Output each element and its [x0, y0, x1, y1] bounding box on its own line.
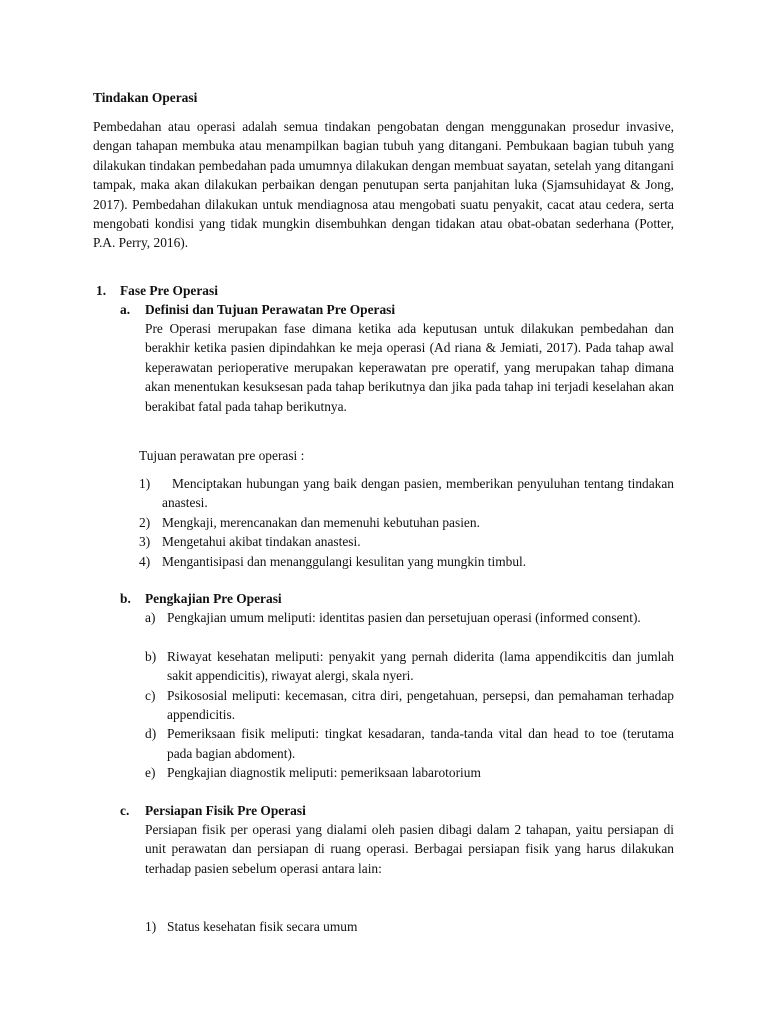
list-item-text: Mengantisipasi dan menanggulangi kesulitan yang mungkin timbul.: [162, 553, 527, 569]
list-item-number: 4): [139, 553, 151, 569]
intro-paragraph: Pembedahan atau operasi adalah semua tindakan pengobatan dengan menggunakan prosedur invasive, dengan tahapan membuka atau menampilkan bagian tubuh yang ditangani. Pembukaan bagian tubuh yang dilakukan tindakan pembedahan pada umumnya dilakukan dengan membuat sayatan, setelah yang ditangani tampak, maka akan dilakukan perbaikan dengan penutupan serta panjahitan luka (Sjamsuhidayat & Jong, 2017). Pembedahan dilakukan untuk mendiagnosa atau mengobati suatu penyakit, cacat atau cedera, serta mengobati kondisi yang tidak mungkin disembuhkan dengan tidakan atau obat-obatan sederhana (Potter, P.A. Perry, 2016).: [93, 119, 674, 251]
list-item-text: Mengkaji, merencanakan dan memenuhi kebutuhan pasien.: [162, 515, 480, 530]
list-item-number: c): [145, 687, 156, 703]
list-item: [139, 532, 674, 551]
list-item-text: Pengkajian umum meliputi: identitas pasien dan persetujuan operasi (informed consent).: [167, 610, 641, 625]
document-title: Tindakan Operasi: [93, 90, 198, 105]
list-item-number: d): [145, 726, 157, 742]
list-item: [145, 608, 674, 647]
list-item-text: Status kesehatan fisik secara umum: [167, 919, 358, 934]
subsection-a-title: Definisi dan Tujuan Perawatan Pre Operasi: [145, 302, 396, 317]
list-item: [145, 763, 674, 782]
list-item: [139, 513, 674, 532]
list-item-text: Riwayat kesehatan meliputi: penyakit yang pernah diderita (lama appendikcitis dan jumlah sakit appendicitis), riwayat alergi, skala nyeri.: [167, 648, 674, 684]
subsection-a-marker: a.: [120, 302, 131, 317]
subsection-b-title: Pengkajian Pre Operasi: [145, 591, 282, 606]
list-item-number: b): [145, 648, 157, 664]
list-item-text: Pengkajian diagnostik meliputi: pemeriksaan labarotorium: [167, 765, 481, 781]
list-item-text: Mengetahui akibat tindakan anastesi.: [162, 534, 361, 550]
list-item: [145, 917, 674, 936]
list-item-number: 1): [139, 476, 151, 491]
goals-list: [139, 474, 674, 571]
list-item: [145, 647, 674, 686]
list-item-number: e): [145, 765, 156, 781]
list-item: [139, 474, 674, 513]
list-item-number: 1): [145, 919, 157, 934]
subsection-c-title: Persiapan Fisik Pre Operasi: [145, 803, 306, 818]
subsection-c-body: Persiapan fisik per operasi yang dialami oleh pasien dibagi dalam 2 tahapan, yaitu persiapan di unit perawatan dan persiapan di ruang operasi. Berbagai persiapan fisik yang harus dilakukan terhadap pasien sebelum operasi antara lain:: [145, 822, 674, 876]
list-item: [145, 724, 674, 763]
subsection-b-marker: b.: [120, 591, 131, 606]
list-item-text: Pemeriksaan fisik meliputi: tingkat kesadaran, tanda-tanda vital dan head to toe (terutama pada bagian abdoment).: [167, 726, 674, 761]
list-item: [139, 552, 674, 571]
list-item-number: a): [145, 610, 156, 625]
subsection-a-body: Pre Operasi merupakan fase dimana ketika ada keputusan untuk dilakukan pembedahan dan berakhir ketika pasien dipindahkan ke meja operasi (Ad riana & Jemiati, 2017). Pada tahap awal keperawatan perioperative merupakan keperawatan pre operatif, yang merupakan tahap dimana akan menentukan kesuksesan pada tahap berikutnya dan jika pada tahap ini terjadi keselahan akan berakibat fatal pada tahap berikutnya.: [145, 321, 674, 414]
subsection-c-marker: c.: [120, 803, 130, 818]
list-item-text: Menciptakan hubungan yang baik dengan pasien, memberikan penyuluhan tentang tindakan anastesi.: [162, 476, 674, 511]
list-item-number: 3): [139, 534, 151, 550]
goals-intro: Tujuan perawatan pre operasi :: [139, 448, 305, 463]
assessment-list: [145, 608, 674, 783]
list-item: [145, 686, 674, 725]
physical-prep-list: [145, 917, 674, 936]
list-item-number: 2): [139, 515, 151, 530]
section-title: Fase Pre Operasi: [120, 283, 218, 298]
section-number: 1.: [96, 283, 107, 298]
list-item-text: Psikososial meliputi: kecemasan, citra diri, pengetahuan, persepsi, dan pemahaman terhadap appendicitis.: [167, 687, 674, 722]
